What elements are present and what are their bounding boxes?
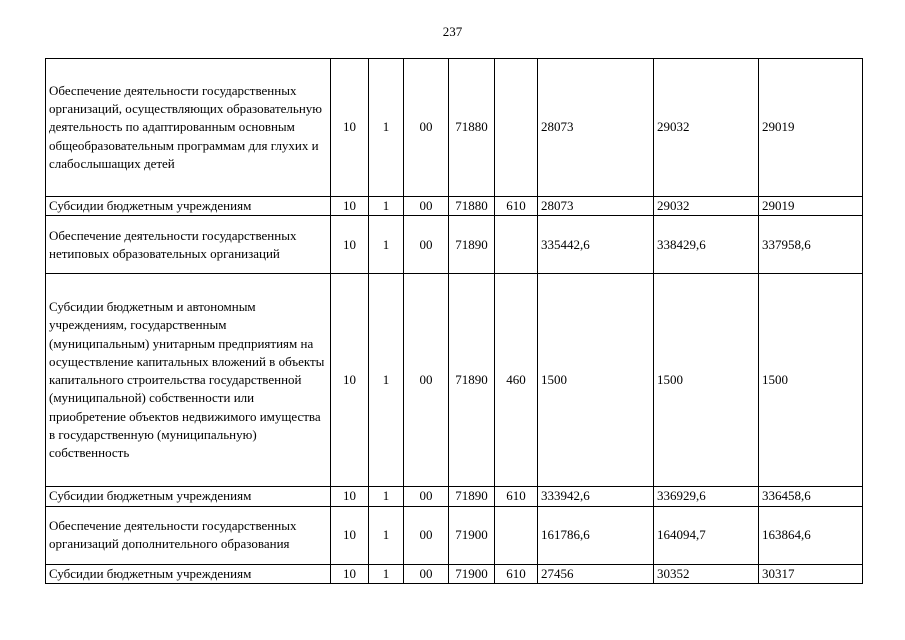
amount-year1-cell: 333942,6 (538, 487, 654, 506)
article-code-cell: 71900 (449, 564, 495, 583)
subprogram-code-cell: 1 (369, 274, 404, 487)
amount-year1-cell: 1500 (538, 274, 654, 487)
section-code-cell: 10 (331, 506, 369, 564)
expense-type-cell: 610 (495, 564, 538, 583)
amount-year1-cell: 161786,6 (538, 506, 654, 564)
expense-type-cell (495, 506, 538, 564)
section-code-cell: 10 (331, 216, 369, 274)
amount-year1-cell: 27456 (538, 564, 654, 583)
expense-type-cell (495, 59, 538, 197)
subprogram-code-cell: 1 (369, 216, 404, 274)
amount-year1-cell: 28073 (538, 59, 654, 197)
subprogram-code-cell: 1 (369, 59, 404, 197)
table-row (46, 59, 863, 197)
amount-year3-cell: 30317 (759, 564, 863, 583)
amount-year2-cell: 29032 (654, 197, 759, 216)
expense-type-cell: 610 (495, 487, 538, 506)
amount-year3-cell: 29019 (759, 59, 863, 197)
amount-year2-cell: 1500 (654, 274, 759, 487)
direction-code-cell: 00 (404, 487, 449, 506)
row-name-cell: Субсидии бюджетным учреждениям (46, 564, 331, 583)
amount-year2-cell: 29032 (654, 59, 759, 197)
row-name-cell: Обеспечение деятельности государственных организаций, осуществляющих образовательную деятельность по адаптированным основным общеобразовательным программам для глухих и слабослышащих детей (46, 59, 331, 197)
table-row (46, 274, 863, 487)
expense-type-cell: 460 (495, 274, 538, 487)
subprogram-code-cell: 1 (369, 506, 404, 564)
expense-type-cell (495, 216, 538, 274)
amount-year2-cell: 164094,7 (654, 506, 759, 564)
amount-year3-cell: 337958,6 (759, 216, 863, 274)
article-code-cell: 71880 (449, 197, 495, 216)
amount-year2-cell: 336929,6 (654, 487, 759, 506)
table-row (46, 487, 863, 506)
table-row (46, 564, 863, 583)
row-name-cell: Субсидии бюджетным учреждениям (46, 197, 331, 216)
subprogram-code-cell: 1 (369, 197, 404, 216)
budget-table (45, 58, 863, 584)
expense-type-cell: 610 (495, 197, 538, 216)
direction-code-cell: 00 (404, 59, 449, 197)
article-code-cell: 71880 (449, 59, 495, 197)
section-code-cell: 10 (331, 487, 369, 506)
table-row (46, 216, 863, 274)
direction-code-cell: 00 (404, 216, 449, 274)
row-name-cell: Обеспечение деятельности государственных нетиповых образовательных организаций (46, 216, 331, 274)
article-code-cell: 71890 (449, 216, 495, 274)
amount-year2-cell: 338429,6 (654, 216, 759, 274)
amount-year1-cell: 335442,6 (538, 216, 654, 274)
direction-code-cell: 00 (404, 506, 449, 564)
section-code-cell: 10 (331, 564, 369, 583)
table-row (46, 506, 863, 564)
page-number: 237 (442, 24, 463, 39)
amount-year1-cell: 28073 (538, 197, 654, 216)
article-code-cell: 71900 (449, 506, 495, 564)
amount-year3-cell: 29019 (759, 197, 863, 216)
row-name-cell: Субсидии бюджетным и автономным учреждениям, государственным (муниципальным) унитарным предприятиям на осуществление капитальных вложений в объекты капитального строительства государственной (муниципальной) собственности или приобретение объектов недвижимого имущества в государственную (муниципальную) собственность (46, 274, 331, 487)
amount-year3-cell: 163864,6 (759, 506, 863, 564)
subprogram-code-cell: 1 (369, 487, 404, 506)
article-code-cell: 71890 (449, 487, 495, 506)
direction-code-cell: 00 (404, 564, 449, 583)
direction-code-cell: 00 (404, 197, 449, 216)
amount-year3-cell: 1500 (759, 274, 863, 487)
article-code-cell: 71890 (449, 274, 495, 487)
table-row (46, 197, 863, 216)
amount-year3-cell: 336458,6 (759, 487, 863, 506)
direction-code-cell: 00 (404, 274, 449, 487)
subprogram-code-cell: 1 (369, 564, 404, 583)
row-name-cell: Обеспечение деятельности государственных организаций дополнительного образования (46, 506, 331, 564)
row-name-cell: Субсидии бюджетным учреждениям (46, 487, 331, 506)
section-code-cell: 10 (331, 59, 369, 197)
budget-table-body (46, 59, 863, 584)
section-code-cell: 10 (331, 197, 369, 216)
section-code-cell: 10 (331, 274, 369, 487)
amount-year2-cell: 30352 (654, 564, 759, 583)
